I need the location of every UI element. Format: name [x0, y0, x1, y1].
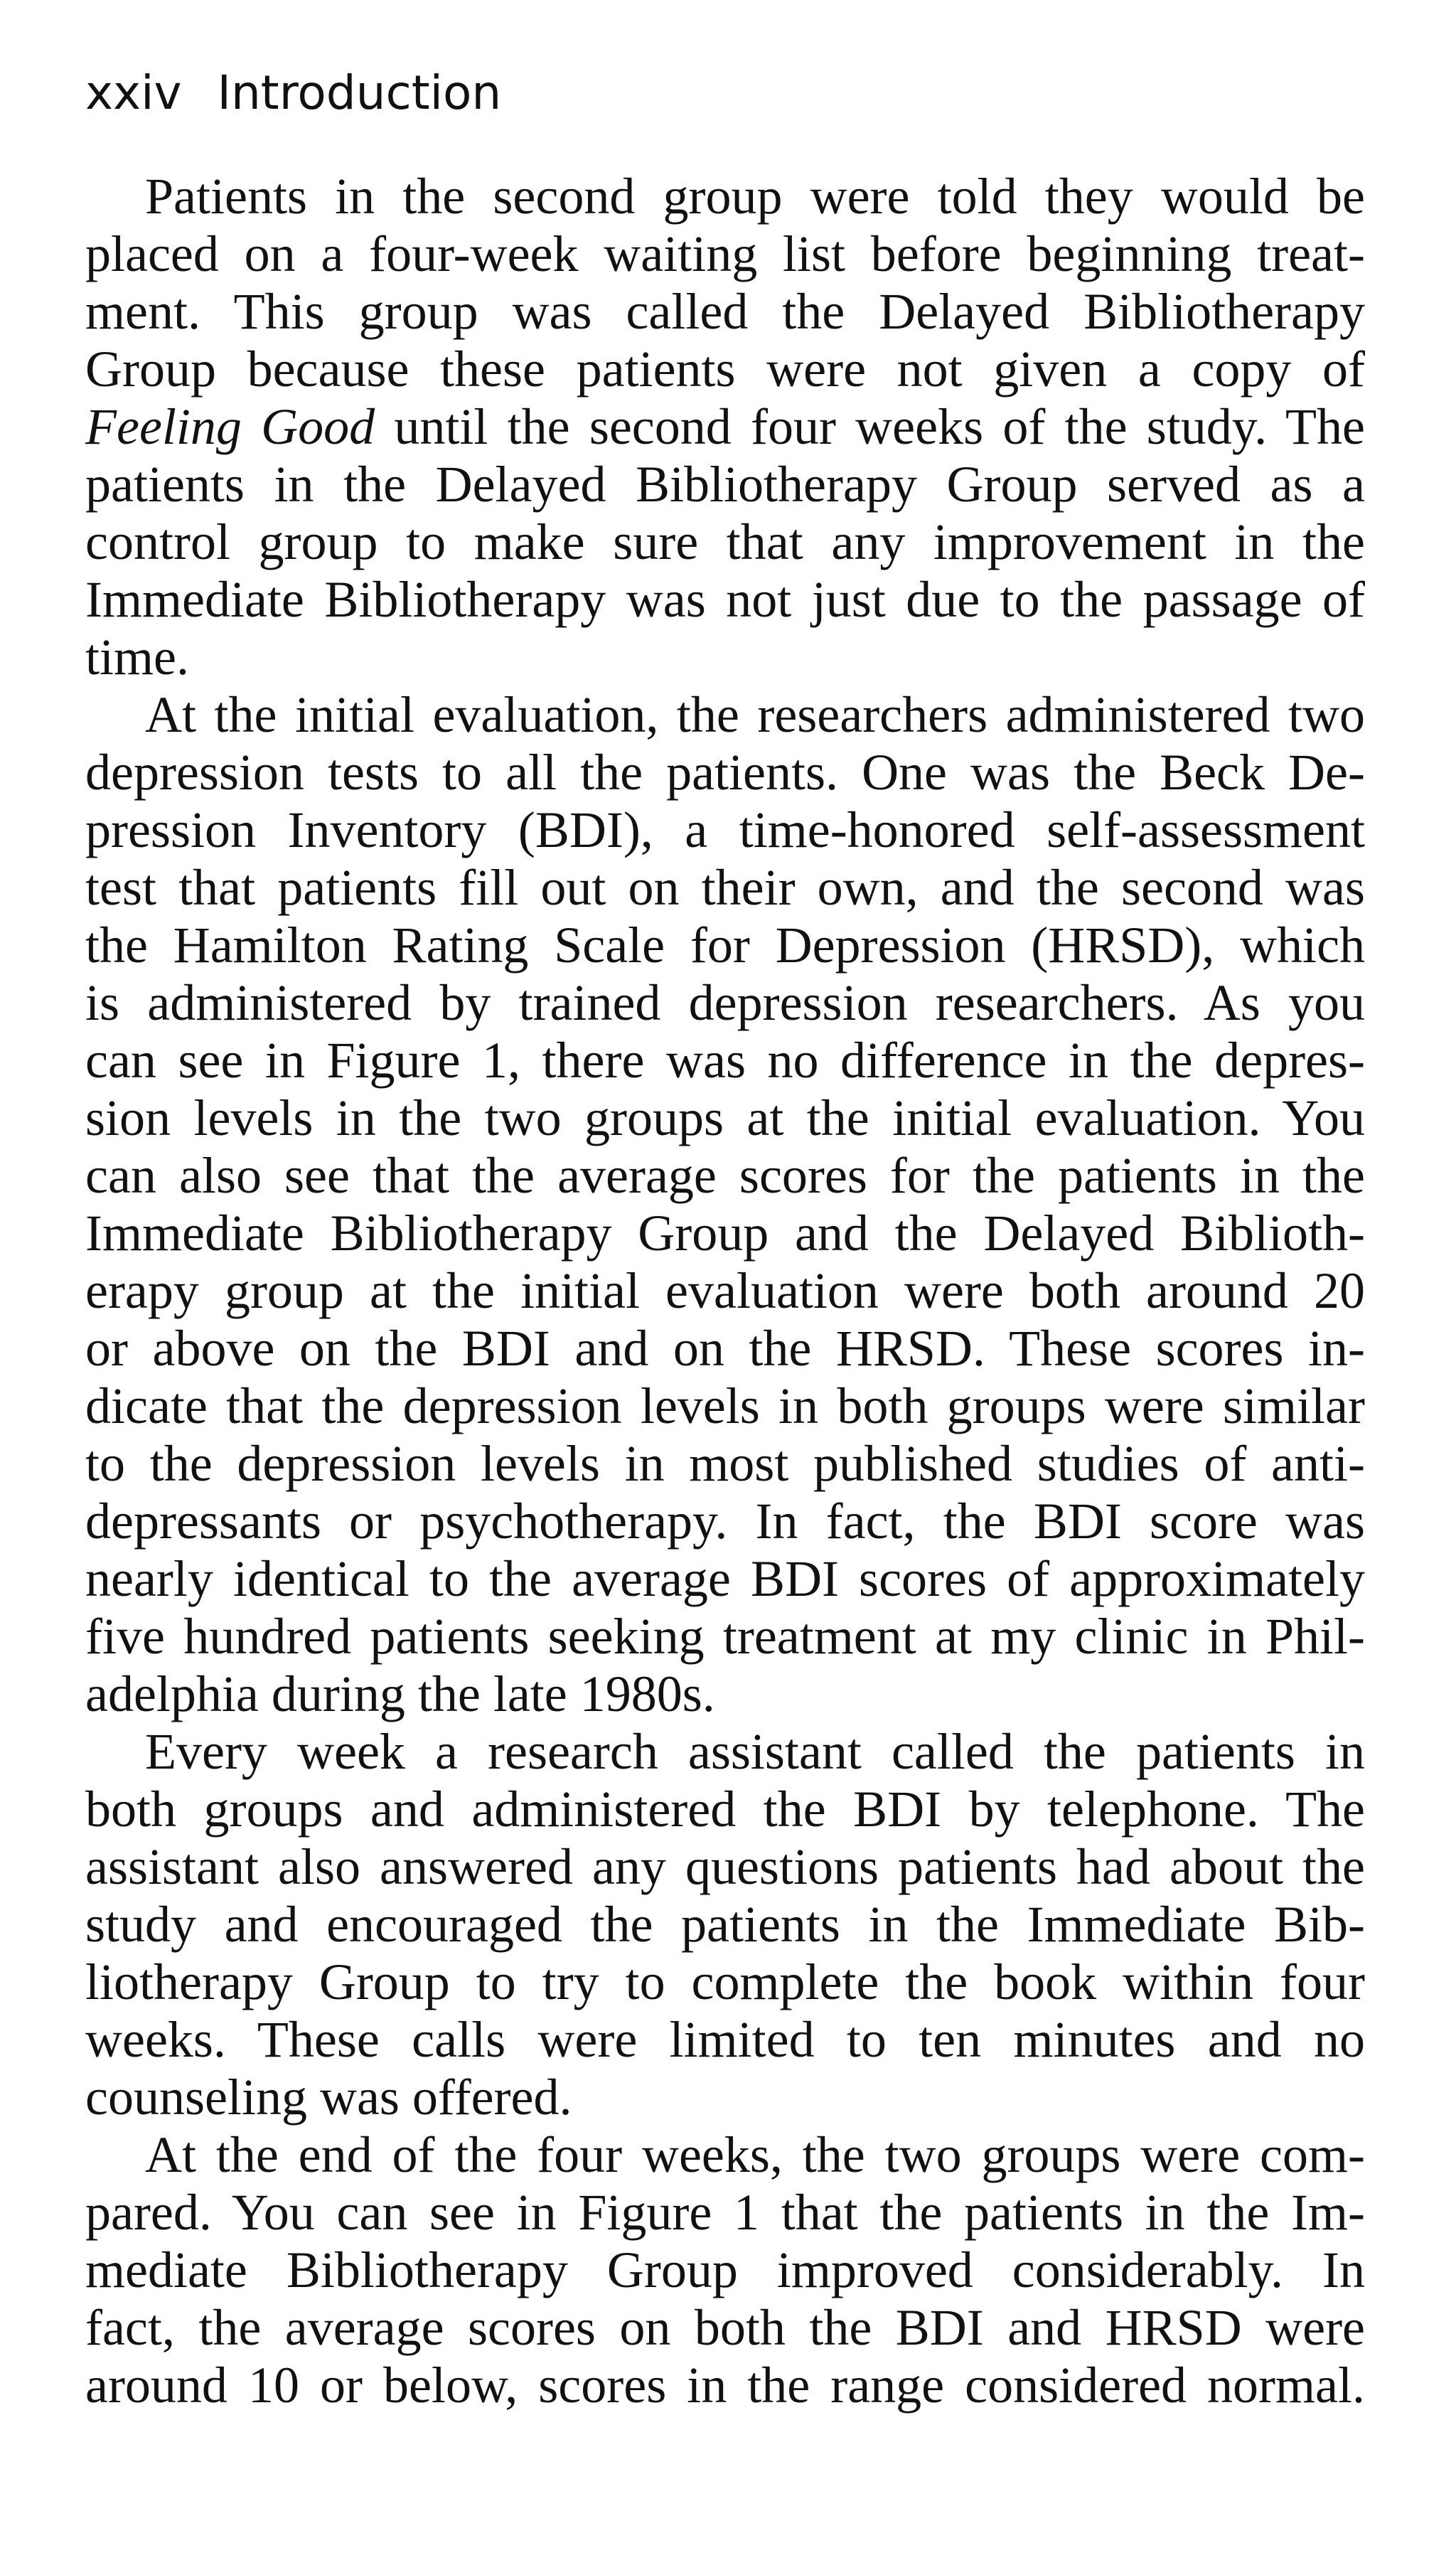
text-line: Immediate Bibliotherapy was not just due to the passage of [85, 571, 1365, 628]
text-line: Immediate Bibliotherapy Group and the Delayed Biblioth- [85, 1205, 1365, 1262]
text-line: Every week a research assistant called the patients in [145, 1723, 1365, 1780]
paragraph [85, 686, 1365, 1723]
running-head [85, 65, 502, 120]
text-line: weeks. These calls were limited to ten minutes and no [85, 2011, 1365, 2068]
text-line: study and encouraged the patients in the Immediate Bib- [85, 1896, 1365, 1953]
text-line: At the initial evaluation, the researchers administered two [145, 686, 1365, 743]
text-line: both groups and administered the BDI by telephone. The [85, 1781, 1365, 1838]
text-line: time. [85, 629, 189, 686]
paragraph [85, 168, 1365, 686]
book-title: Feeling Good [85, 398, 375, 455]
page-number: xxiv [85, 65, 182, 120]
text-line: control group to make sure that any improvement in the [85, 513, 1365, 570]
section-title: Introduction [217, 65, 502, 120]
text-line: adelphia during the late 1980s. [85, 1665, 715, 1722]
text-line: patients in the Delayed Bibliotherapy Group served as a [85, 456, 1365, 513]
text-line: depression tests to all the patients. One was the Beck De- [85, 744, 1365, 801]
text-line: depressants or psychotherapy. In fact, the BDI score was [85, 1493, 1365, 1550]
text-line: counseling was offered. [85, 2069, 572, 2126]
paragraph [85, 2126, 1365, 2414]
text-line: nearly identical to the average BDI scores of approximately [85, 1550, 1365, 1607]
text-line: around 10 or below, scores in the range considered normal. [85, 2357, 1365, 2414]
text-line: mediate Bibliotherapy Group improved considerably. In [85, 2242, 1365, 2298]
text-line [85, 398, 1365, 456]
text-line: liotherapy Group to try to complete the book within four [85, 1954, 1365, 2010]
text-line: the Hamilton Rating Scale for Depression (HRSD), which [85, 917, 1365, 974]
text-line: pression Inventory (BDI), a time-honored self-assessment [85, 801, 1365, 858]
text-line: Group because these patients were not given a copy of [85, 341, 1365, 398]
text-line: At the end of the four weeks, the two groups were com- [145, 2126, 1365, 2183]
text-line: fact, the average scores on both the BDI and HRSD were [85, 2299, 1365, 2356]
text-line: can also see that the average scores for the patients in the [85, 1147, 1365, 1204]
text-line: Patients in the second group were told they would be [145, 168, 1365, 225]
text-line: sion levels in the two groups at the initial evaluation. You [85, 1089, 1365, 1146]
text-line: assistant also answered any questions patients had about the [85, 1838, 1365, 1895]
text-line: five hundred patients seeking treatment at my clinic in Phil- [85, 1608, 1365, 1665]
text-line: test that patients fill out on their own, and the second was [85, 859, 1365, 916]
text-line: placed on a four-week waiting list before beginning treat- [85, 225, 1365, 282]
text-line: is administered by trained depression researchers. As you [85, 974, 1365, 1031]
text-line: to the depression levels in most published studies of anti- [85, 1435, 1365, 1492]
text-line: dicate that the depression levels in both groups were similar [85, 1377, 1365, 1434]
body-text [85, 168, 1365, 2414]
paragraph [85, 1723, 1365, 2126]
text-line: ment. This group was called the Delayed Bibliotherapy [85, 283, 1365, 340]
text-line: or above on the BDI and on the HRSD. These scores in- [85, 1320, 1365, 1377]
text-line: pared. You can see in Figure 1 that the patients in the Im- [85, 2184, 1365, 2241]
text-line: erapy group at the initial evaluation were both around 20 [85, 1262, 1365, 1319]
text-line-continuation: until the second four weeks of the study. The [375, 398, 1365, 455]
text-line: can see in Figure 1, there was no difference in the depres- [85, 1032, 1365, 1089]
